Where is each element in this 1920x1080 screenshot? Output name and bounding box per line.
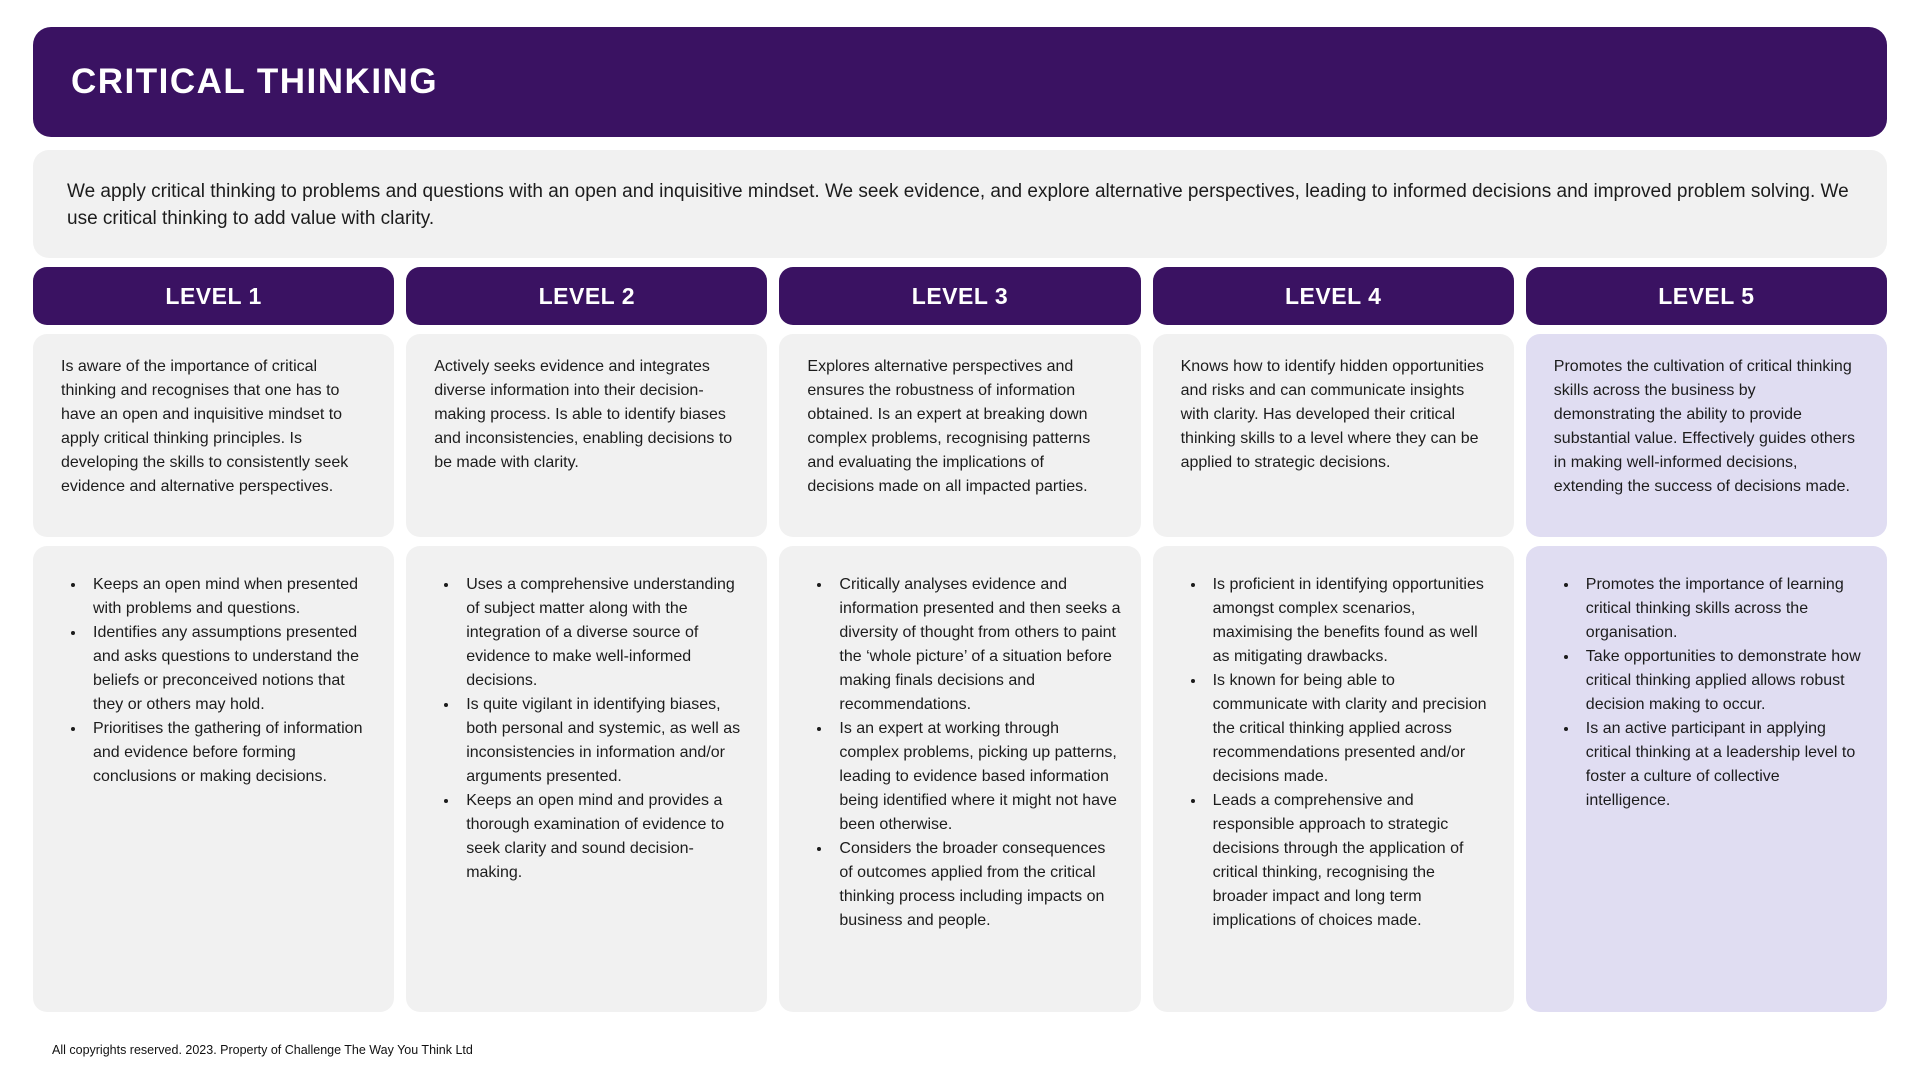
level-3-label: LEVEL 3 — [911, 282, 1009, 309]
level-4-bullets-panel — [1153, 546, 1514, 1012]
level-2-summary-text: Actively seeks evidence and integrates diverse information into their decision-making process. Is able to identify biases and inconsistencies, enabling decisions to be made with clarity. — [434, 358, 733, 471]
level-4-summary-panel — [1153, 334, 1514, 537]
bullet-item: • Is known for being able to communicate with clarity and precision the critical thinking applied across recommendations presented and/or decisions made. — [1206, 669, 1494, 789]
levels-grid — [33, 267, 1887, 1012]
page-title: CRITICAL THINKING — [71, 62, 439, 101]
level-2-header — [406, 267, 767, 325]
bullet-item: • Keeps an open mind when presented with problems and questions. — [86, 573, 374, 621]
bullet-item: • Critically analyses evidence and information presented and then seeks a diversity of thought from others to paint the ‘whole picture’ of a situation before making finals decisions and recommendations. — [832, 573, 1120, 717]
page-footer — [33, 1043, 1887, 1057]
bullet-item: • Uses a comprehensive understanding of subject matter along with the integration of a diverse source of evidence to make well-informed decisions. — [459, 573, 747, 693]
level-4-summary-text: Knows how to identify hidden opportunities and risks and can communicate insights with clarity. Has developed their critical thinking skills to a level where they can be applied to strategic decisions. — [1180, 358, 1484, 471]
bullet-item: • Keeps an open mind and provides a thorough examination of evidence to seek clarity and sound decision-making. — [459, 789, 747, 885]
bullet-item: • Leads a comprehensive and responsible approach to strategic decisions through the application of critical thinking, recognising the broader impact and long term implications of choices made. — [1206, 789, 1494, 933]
level-4-label: LEVEL 4 — [1285, 282, 1382, 309]
bullet-item: • Promotes the importance of learning critical thinking skills across the organisation. — [1579, 573, 1867, 645]
intro-panel — [33, 150, 1887, 258]
bullet-item: • Considers the broader consequences of outcomes applied from the critical thinking process including impacts on business and people. — [832, 837, 1120, 933]
level-3-summary-panel — [779, 334, 1140, 537]
level-3-summary-text: Explores alternative perspectives and ensures the robustness of information obtained. Is an expert at breaking down complex problems, recognising patterns and evaluating the implications of decisions made on all impacted parties. — [807, 358, 1091, 495]
level-1-header — [33, 267, 394, 325]
level-5-summary-text: Promotes the cultivation of critical thinking skills across the business by demonstrating the ability to provide substantial value. Effectively guides others in making well-informed decisions, extending the success of decisions made. — [1553, 358, 1856, 495]
level-5-bullet-list — [1553, 573, 1867, 813]
bullet-item: • Is quite vigilant in identifying biases, both personal and systemic, as well as inconsistencies in information and/or arguments presented. — [459, 693, 747, 789]
bullet-item: • Is proficient in identifying opportunities amongst complex scenarios, maximising the benefits found as well as mitigating drawbacks. — [1206, 573, 1494, 669]
bullet-item: • Prioritises the gathering of information and evidence before forming conclusions or making decisions. — [86, 717, 374, 789]
level-5-summary-panel — [1526, 334, 1887, 537]
level-5-label: LEVEL 5 — [1658, 282, 1755, 309]
copyright-text: All copyrights reserved. 2023. Property of Challenge The Way You Think Ltd — [52, 1043, 473, 1057]
level-2-label: LEVEL 2 — [538, 282, 635, 309]
title-banner — [33, 27, 1887, 137]
level-4-header — [1153, 267, 1514, 325]
level-1-bullets-panel — [33, 546, 394, 1012]
level-3-bullet-list — [806, 573, 1120, 933]
level-2-bullet-list — [433, 573, 747, 885]
level-5-bullets-panel — [1526, 546, 1887, 1012]
bullet-item: • Identifies any assumptions presented and asks questions to understand the beliefs or preconceived notions that they or others may hold. — [86, 621, 374, 717]
level-1-bullet-list — [60, 573, 374, 789]
bullet-item: • Take opportunities to demonstrate how critical thinking applied allows robust decision making to occur. — [1579, 645, 1867, 717]
level-1-summary-panel — [33, 334, 394, 537]
level-1-summary-text: Is aware of the importance of critical thinking and recognises that one has to have an open and inquisitive mindset to apply critical thinking principles. Is developing the skills to consistently seek evidence and alternative perspectives. — [61, 358, 349, 495]
level-3-header — [779, 267, 1140, 325]
level-2-bullets-panel — [406, 546, 767, 1012]
intro-text: We apply critical thinking to problems and questions with an open and inquisitive mindset. We seek evidence, and explore alternative perspectives, leading to informed decisions and improved problem solving. We use critical thinking to add value with clarity. — [67, 181, 1849, 229]
level-2-summary-panel — [406, 334, 767, 537]
bullet-item: • Is an active participant in applying critical thinking at a leadership level to foster a culture of collective intelligence. — [1579, 717, 1867, 813]
level-5-header — [1526, 267, 1887, 325]
bullet-item: • Is an expert at working through complex problems, picking up patterns, leading to evidence based information being identified where it might not have been otherwise. — [832, 717, 1120, 837]
level-3-bullets-panel — [779, 546, 1140, 1012]
level-4-bullet-list — [1180, 573, 1494, 933]
level-1-label: LEVEL 1 — [165, 282, 262, 309]
